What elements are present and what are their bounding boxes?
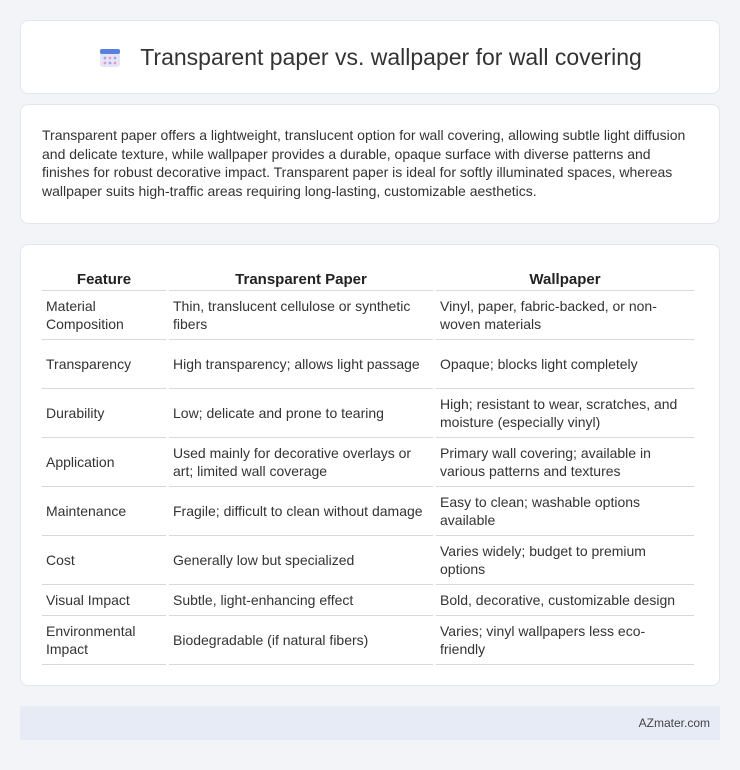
table-row (42, 340, 694, 389)
calendar-icon (98, 45, 122, 69)
table-row (42, 585, 694, 616)
page-title: Transparent paper vs. wallpaper for wall covering (140, 43, 642, 70)
table-row (42, 616, 694, 665)
wallpaper-cell: Primary wall covering; available in various patterns and textures (436, 438, 694, 487)
summary-text: Transparent paper offers a lightweight, translucent option for wall covering, allowing subtle light diffusion and delicate texture, while wallpaper provides a durable, opaque surface with diverse patterns and finishes for robust decorative impact. Transparent paper is ideal for softly illuminated spaces, whereas wallpaper suits high-traffic areas requiring long-lasting, customizable aesthetics. (42, 127, 686, 199)
summary-card (20, 104, 720, 224)
header-feature: Feature (42, 265, 166, 291)
transparent-paper-cell: Used mainly for decorative overlays or art; limited wall coverage (169, 438, 433, 487)
header-wallpaper: Wallpaper (436, 265, 694, 291)
transparent-paper-cell: Fragile; difficult to clean without damage (169, 487, 433, 536)
footer-brand[interactable]: AZmater.com (638, 716, 710, 730)
transparent-paper-cell: High transparency; allows light passage (169, 340, 433, 389)
table-row (42, 487, 694, 536)
feature-cell: Environmental Impact (42, 616, 166, 665)
table-row (42, 389, 694, 438)
transparent-paper-cell: Low; delicate and prone to tearing (169, 389, 433, 438)
footer (20, 706, 720, 740)
wallpaper-cell: Varies; vinyl wallpapers less eco-friendly (436, 616, 694, 665)
table-row (42, 291, 694, 340)
table-header-row (42, 265, 694, 291)
transparent-paper-cell: Subtle, light-enhancing effect (169, 585, 433, 616)
wallpaper-cell: Bold, decorative, customizable design (436, 585, 694, 616)
feature-cell: Cost (42, 536, 166, 585)
table-row (42, 536, 694, 585)
feature-cell: Maintenance (42, 487, 166, 536)
header-transparent-paper: Transparent Paper (169, 265, 433, 291)
wallpaper-cell: Varies widely; budget to premium options (436, 536, 694, 585)
wallpaper-cell: Vinyl, paper, fabric-backed, or non-woven materials (436, 291, 694, 340)
wallpaper-cell: Easy to clean; washable options available (436, 487, 694, 536)
transparent-paper-cell: Generally low but specialized (169, 536, 433, 585)
feature-cell: Application (42, 438, 166, 487)
comparison-table-card (20, 244, 720, 686)
feature-cell: Material Composition (42, 291, 166, 340)
wallpaper-cell: Opaque; blocks light completely (436, 340, 694, 389)
wallpaper-cell: High; resistant to wear, scratches, and moisture (especially vinyl) (436, 389, 694, 438)
feature-cell: Durability (42, 389, 166, 438)
transparent-paper-cell: Thin, translucent cellulose or synthetic fibers (169, 291, 433, 340)
table-row (42, 438, 694, 487)
comparison-table (39, 265, 697, 665)
feature-cell: Transparency (42, 340, 166, 389)
title-card (20, 20, 720, 94)
feature-cell: Visual Impact (42, 585, 166, 616)
transparent-paper-cell: Biodegradable (if natural fibers) (169, 616, 433, 665)
